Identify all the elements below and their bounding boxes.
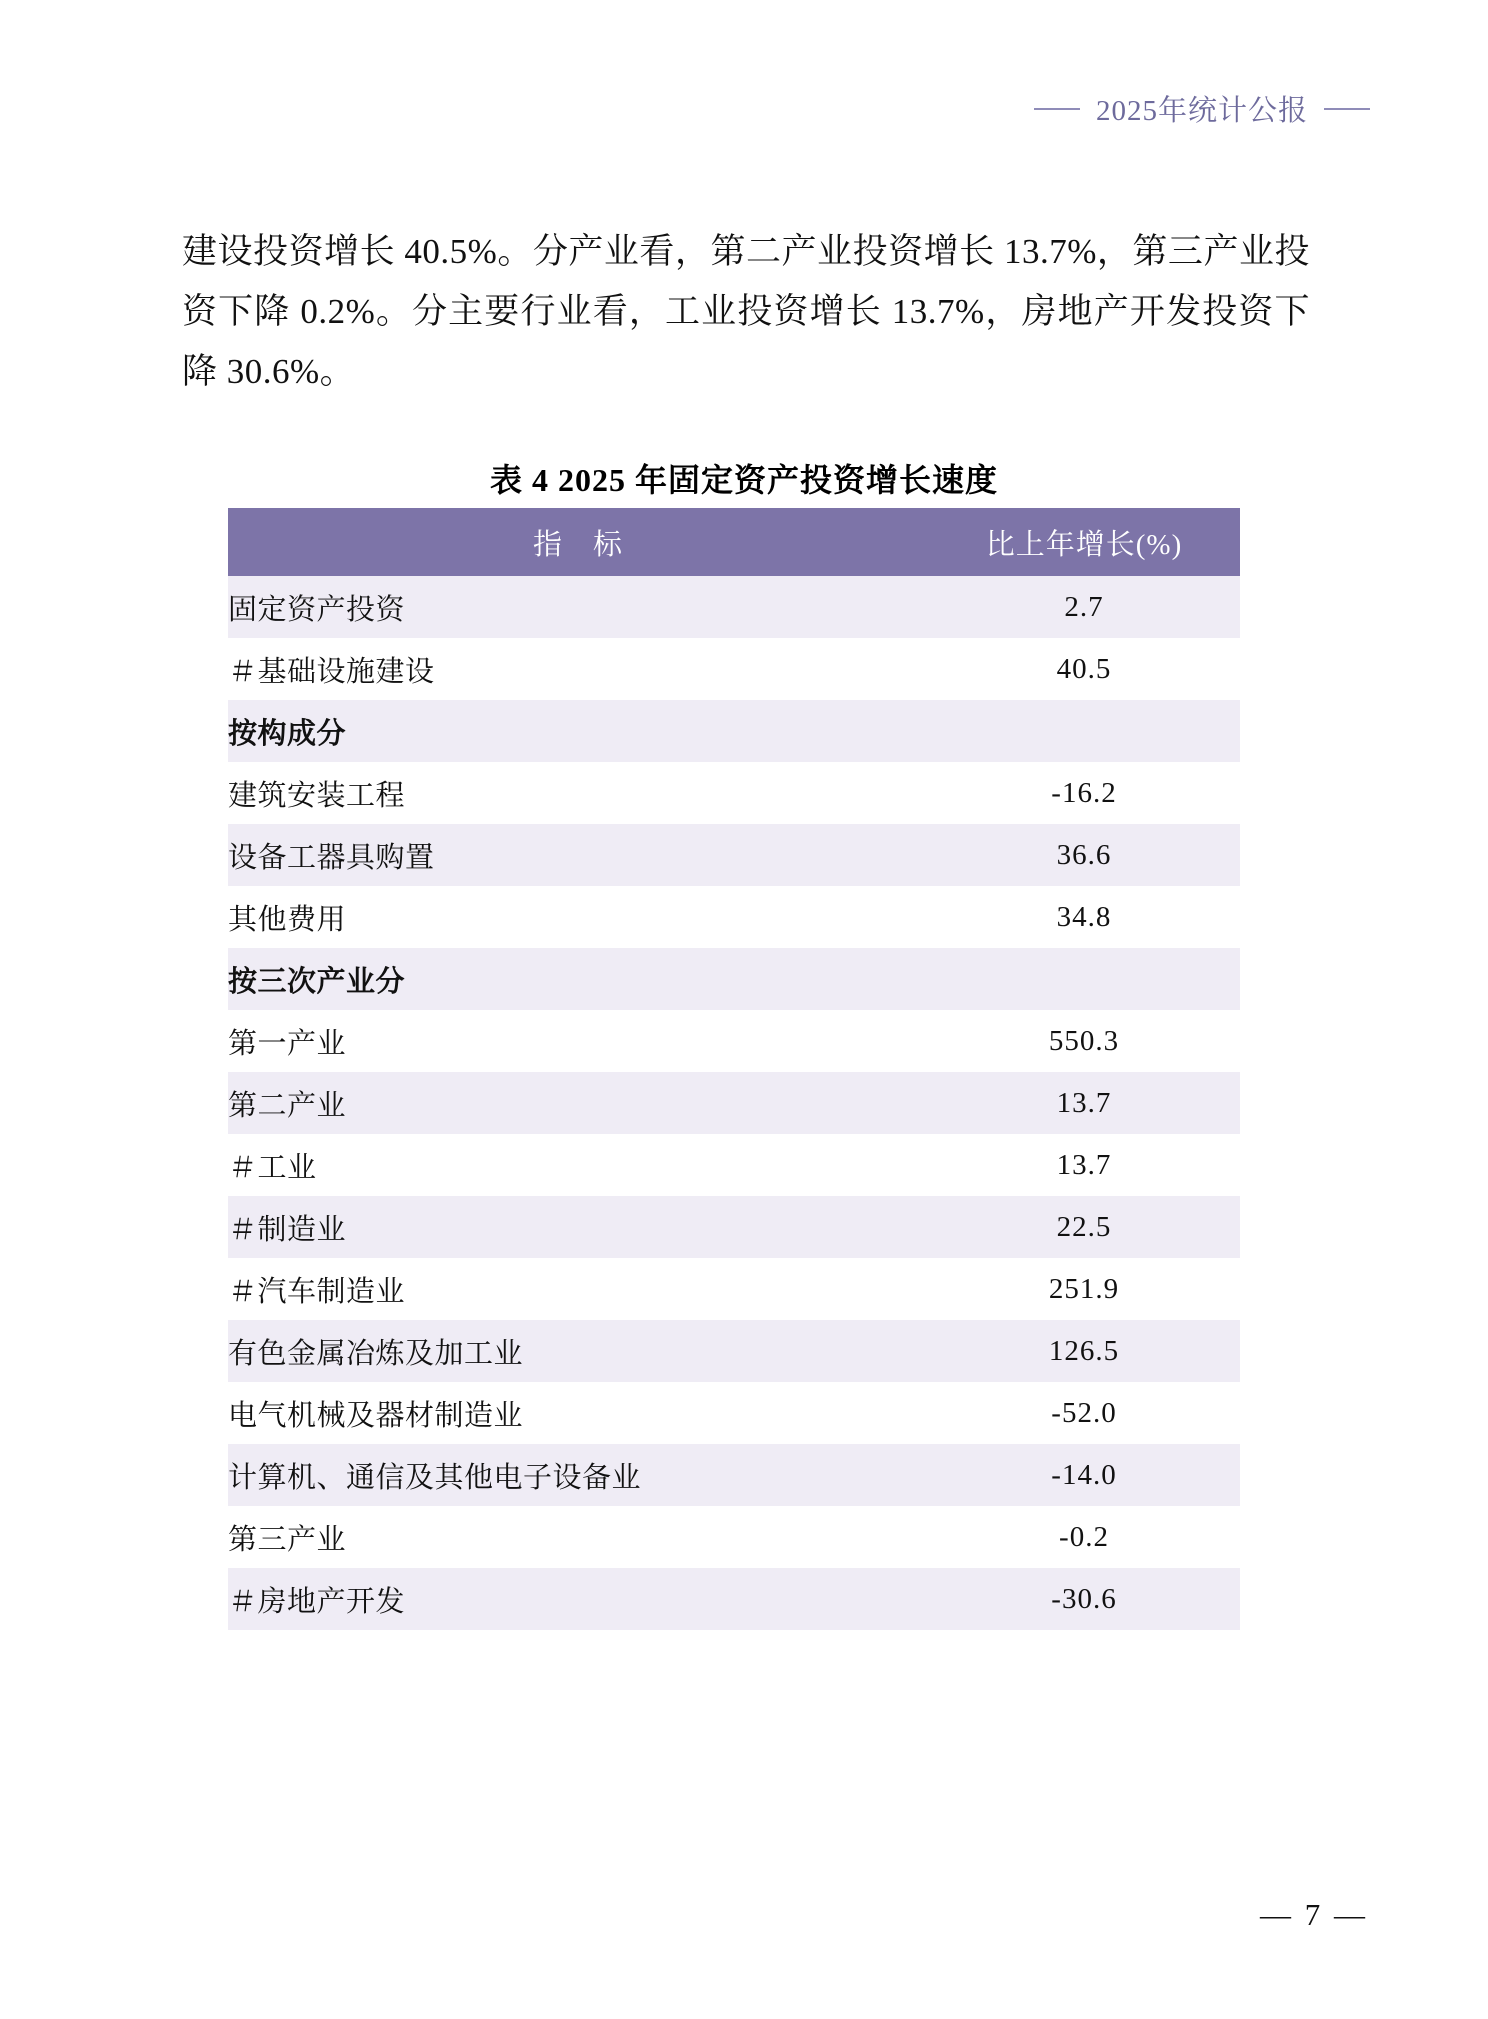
table-cell-label: ＃基础设施建设 <box>228 638 928 700</box>
table-cell-label: ＃汽车制造业 <box>228 1258 928 1320</box>
table-row <box>228 762 1240 824</box>
table-cell-value: -52.0 <box>928 1382 1240 1444</box>
page-number: — 7 — <box>1260 1897 1368 1932</box>
table-cell-label: 按构成分 <box>228 700 928 762</box>
table-cell-label: 第一产业 <box>228 1010 928 1072</box>
body-paragraph: 建设投资增长 40.5%。分产业看，第二产业投资增长 13.7%，第三产业投资下降 0.2%。分主要行业看，工业投资增长 13.7%，房地产开发投资下降 30.6%。 <box>182 232 1310 392</box>
table-row <box>228 1258 1240 1320</box>
table-title: 表 4 2025 年固定资产投资增长速度 <box>489 462 998 498</box>
table-cell-value: 13.7 <box>928 1072 1240 1134</box>
table-cell-label: 固定资产投资 <box>228 576 928 638</box>
table-cell-label: 计算机、通信及其他电子设备业 <box>228 1444 928 1506</box>
table-row <box>228 576 1240 638</box>
table-header <box>228 508 1240 576</box>
header-title: 2025年统计公报 <box>1095 95 1308 127</box>
table-row <box>228 1072 1240 1134</box>
table-row <box>228 1568 1240 1630</box>
column-header-growth: 比上年增长(%) <box>928 508 1240 576</box>
table-cell-label: 电气机械及器材制造业 <box>228 1382 928 1444</box>
table-cell-value <box>928 700 1240 762</box>
table-row <box>228 1134 1240 1196</box>
table-cell-value: 126.5 <box>928 1320 1240 1382</box>
table-cell-value: 34.8 <box>928 886 1240 948</box>
table-cell-value: 22.5 <box>928 1196 1240 1258</box>
column-header-indicator: 指 标 <box>228 508 928 576</box>
table-row <box>228 1444 1240 1506</box>
table-cell-label: ＃制造业 <box>228 1196 928 1258</box>
table-row <box>228 1010 1240 1072</box>
table-cell-value <box>928 948 1240 1010</box>
table-header-row <box>228 508 1240 576</box>
table-row <box>228 886 1240 948</box>
table-cell-label: 按三次产业分 <box>228 948 928 1010</box>
table-row <box>228 1506 1240 1568</box>
table-cell-value: 550.3 <box>928 1010 1240 1072</box>
fixed-asset-investment-table <box>228 508 1240 1630</box>
table-cell-value: -14.0 <box>928 1444 1240 1506</box>
header-rule-right <box>1324 108 1370 110</box>
table-cell-value: 40.5 <box>928 638 1240 700</box>
table-cell-label: 设备工器具购置 <box>228 824 928 886</box>
table-cell-label: 第三产业 <box>228 1506 928 1568</box>
table-cell-value: -16.2 <box>928 762 1240 824</box>
table-row <box>228 1196 1240 1258</box>
table-container <box>228 508 1240 1630</box>
table-cell-label: ＃房地产开发 <box>228 1568 928 1630</box>
table-row <box>228 824 1240 886</box>
table-cell-value: 36.6 <box>928 824 1240 886</box>
table-cell-value: -0.2 <box>928 1506 1240 1568</box>
table-row <box>228 638 1240 700</box>
table-row <box>228 1320 1240 1382</box>
table-row <box>228 700 1240 762</box>
table-row <box>228 1382 1240 1444</box>
table-cell-label: 其他费用 <box>228 886 928 948</box>
header-rule-left <box>1034 108 1080 110</box>
table-cell-label: 建筑安装工程 <box>228 762 928 824</box>
table-cell-value: -30.6 <box>928 1568 1240 1630</box>
page-header <box>1034 88 1370 129</box>
table-body <box>228 576 1240 1630</box>
table-row <box>228 948 1240 1010</box>
table-cell-value: 13.7 <box>928 1134 1240 1196</box>
table-cell-label: ＃工业 <box>228 1134 928 1196</box>
table-cell-value: 251.9 <box>928 1258 1240 1320</box>
table-cell-label: 第二产业 <box>228 1072 928 1134</box>
table-cell-value: 2.7 <box>928 576 1240 638</box>
table-cell-label: 有色金属冶炼及加工业 <box>228 1320 928 1382</box>
